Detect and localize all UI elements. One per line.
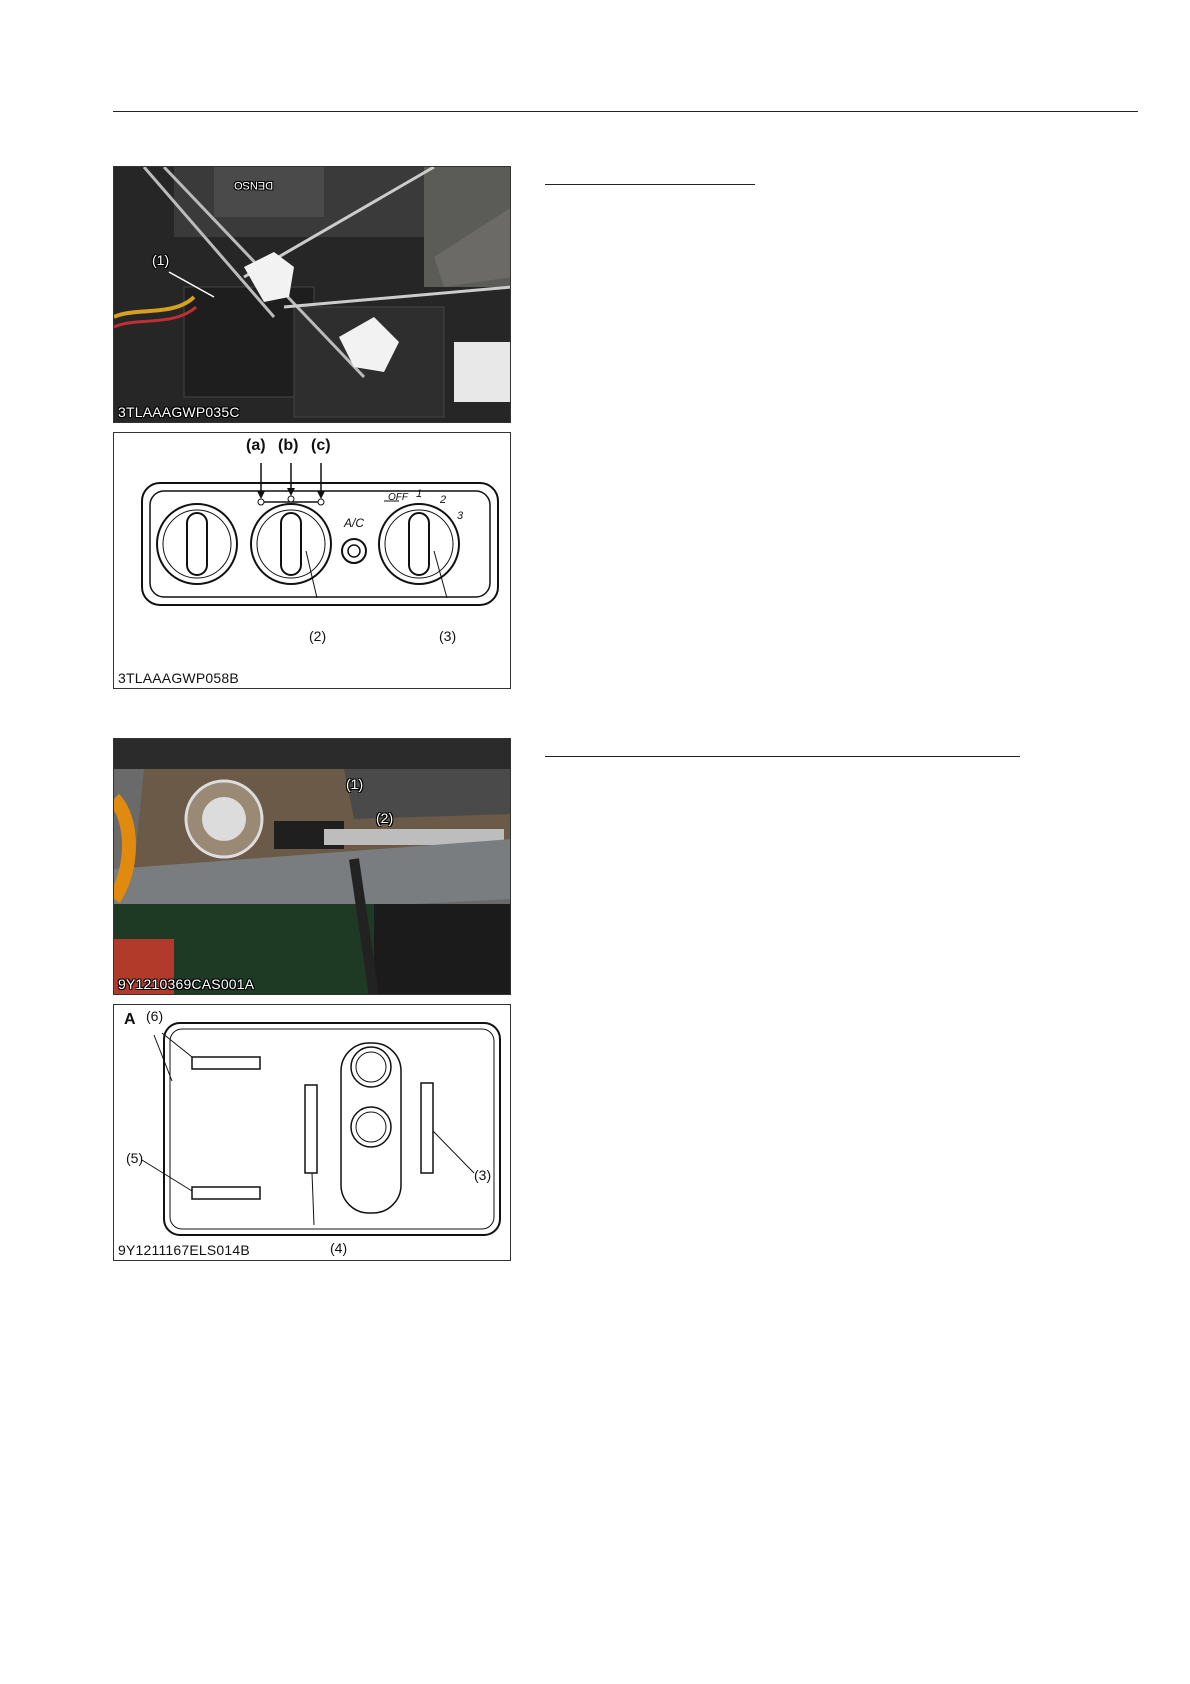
figure-relay-photo <box>113 738 511 995</box>
figure-relay-drawing <box>113 1004 511 1261</box>
actuator-photo-image <box>114 167 511 423</box>
callout-b: (b) <box>278 437 299 454</box>
callout-2: (2) <box>309 628 327 644</box>
figure-id-label: 9Y1210369CAS001A <box>118 976 255 992</box>
fan-2-label: 2 <box>440 494 447 506</box>
figure-control-panel-drawing <box>113 432 511 689</box>
callout-1: (1) <box>346 776 364 792</box>
callout-4: (4) <box>330 1240 348 1256</box>
section-heading-rule-1 <box>545 184 755 185</box>
fan-1-label: 1 <box>416 488 423 500</box>
section-heading-rule-2 <box>545 756 1020 757</box>
callout-A: A <box>124 1011 136 1028</box>
control-panel-drawing <box>114 433 511 689</box>
callout-1: (1) <box>152 252 170 268</box>
sticker-text: DENSO <box>234 179 274 191</box>
fan-off-label: OFF <box>388 492 408 503</box>
ac-label: A/C <box>344 516 365 530</box>
callout-c: (c) <box>311 437 331 454</box>
callout-a: (a) <box>246 437 266 454</box>
callout-3: (3) <box>439 628 457 644</box>
figure-id-label: 3TLAAAGWP058B <box>118 670 239 686</box>
figure-id-label: 9Y1211167ELS014B <box>118 1242 250 1258</box>
figure-id-label: 3TLAAAGWP035C <box>118 404 240 420</box>
page-header-rule <box>113 111 1138 112</box>
callout-5: (5) <box>126 1150 144 1166</box>
relay-drawing <box>114 1005 511 1261</box>
callout-2: (2) <box>376 810 394 826</box>
callout-6: (6) <box>146 1008 164 1024</box>
figure-actuator-photo <box>113 166 511 423</box>
callout-3: (3) <box>474 1167 492 1183</box>
fan-3-label: 3 <box>457 510 464 522</box>
relay-photo-image <box>114 739 511 995</box>
